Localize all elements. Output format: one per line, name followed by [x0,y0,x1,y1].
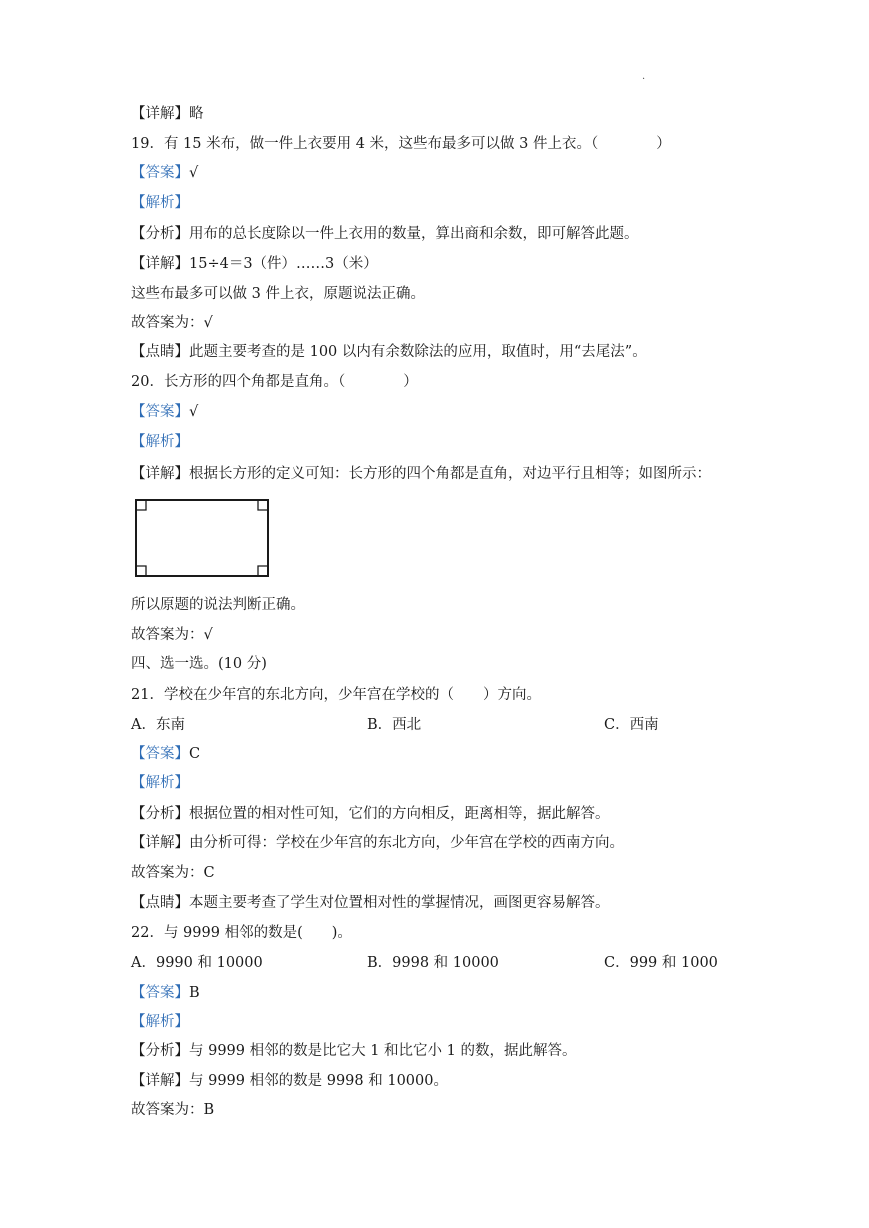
answer-value: √ [189,404,199,420]
analysis-line: 【分析】用布的总长度除以一件上衣用的数量，算出商和余数，即可解答此题。 [131,226,639,242]
answer-value: C [189,746,201,762]
answer-value: B [189,985,200,1001]
page-mark: · [642,74,646,85]
conclusion-line: 所以原题的说法判断正确。 [131,597,305,613]
option-b: B．9998 和 10000 [367,955,499,971]
answer-20 [131,402,198,422]
option-c: C．999 和 1000 [604,955,718,971]
option-a: A．东南 [131,717,185,733]
answer-tag: 【答案】 [131,985,189,1001]
option-b: B．西北 [367,717,422,733]
final-answer: 故答案为：B [131,1102,215,1118]
question-19: 19．有 15 米布，做一件上衣要用 4 米，这些布最多可以做 3 件上衣。（ ） [131,136,671,152]
analysis-tag: 【解析】 [131,1014,189,1030]
detail-line: 【详解】根据长方形的定义可知：长方形的四个角都是直角，对边平行且相等；如图所示： [131,466,711,482]
answer-21 [131,744,200,764]
question-22: 22．与 9999 相邻的数是( )。 [131,925,352,941]
option-c: C．西南 [604,717,659,733]
question-21: 21．学校在少年宫的东北方向，少年宫在学校的（ ）方向。 [131,687,541,703]
question-20: 20．长方形的四个角都是直角。（ ） [131,374,418,390]
answer-tag: 【答案】 [131,746,189,762]
analysis-tag: 【解析】 [131,195,189,211]
comment-line: 【点睛】本题主要考查了学生对位置相对性的掌握情况，画图更容易解答。 [131,895,610,911]
explanation-line: 这些布最多可以做 3 件上衣，原题说法正确。 [131,286,425,302]
answer-19 [131,163,198,183]
analysis-tag: 【解析】 [131,775,189,791]
answer-tag: 【答案】 [131,165,189,181]
section-heading: 四、选一选。(10 分) [131,656,267,672]
answer-tag: 【答案】 [131,404,189,420]
comment-line: 【点睛】此题主要考查的是 100 以内有余数除法的应用，取值时，用“去尾法”。 [131,344,647,360]
analysis-line: 【分析】与 9999 相邻的数是比它大 1 和比它小 1 的数，据此解答。 [131,1043,577,1059]
answer-22 [131,983,200,1003]
option-a: A．9990 和 10000 [131,955,263,971]
final-answer: 故答案为：C [131,865,215,881]
final-answer: 故答案为：√ [131,627,213,643]
rectangle-figure [135,499,269,577]
detail-line: 【详解】由分析可得：学校在少年宫的东北方向，少年宫在学校的西南方向。 [131,835,624,851]
analysis-line: 【分析】根据位置的相对性可知，它们的方向相反，距离相等，据此解答。 [131,806,610,822]
detail-line: 【详解】与 9999 相邻的数是 9998 和 10000。 [131,1073,448,1089]
analysis-tag: 【解析】 [131,434,189,450]
detail-line: 【详解】15÷4＝3（件）……3（米） [131,256,378,272]
detail-line: 【详解】略 [131,106,204,122]
final-answer: 故答案为：√ [131,315,213,331]
answer-value: √ [189,165,199,181]
